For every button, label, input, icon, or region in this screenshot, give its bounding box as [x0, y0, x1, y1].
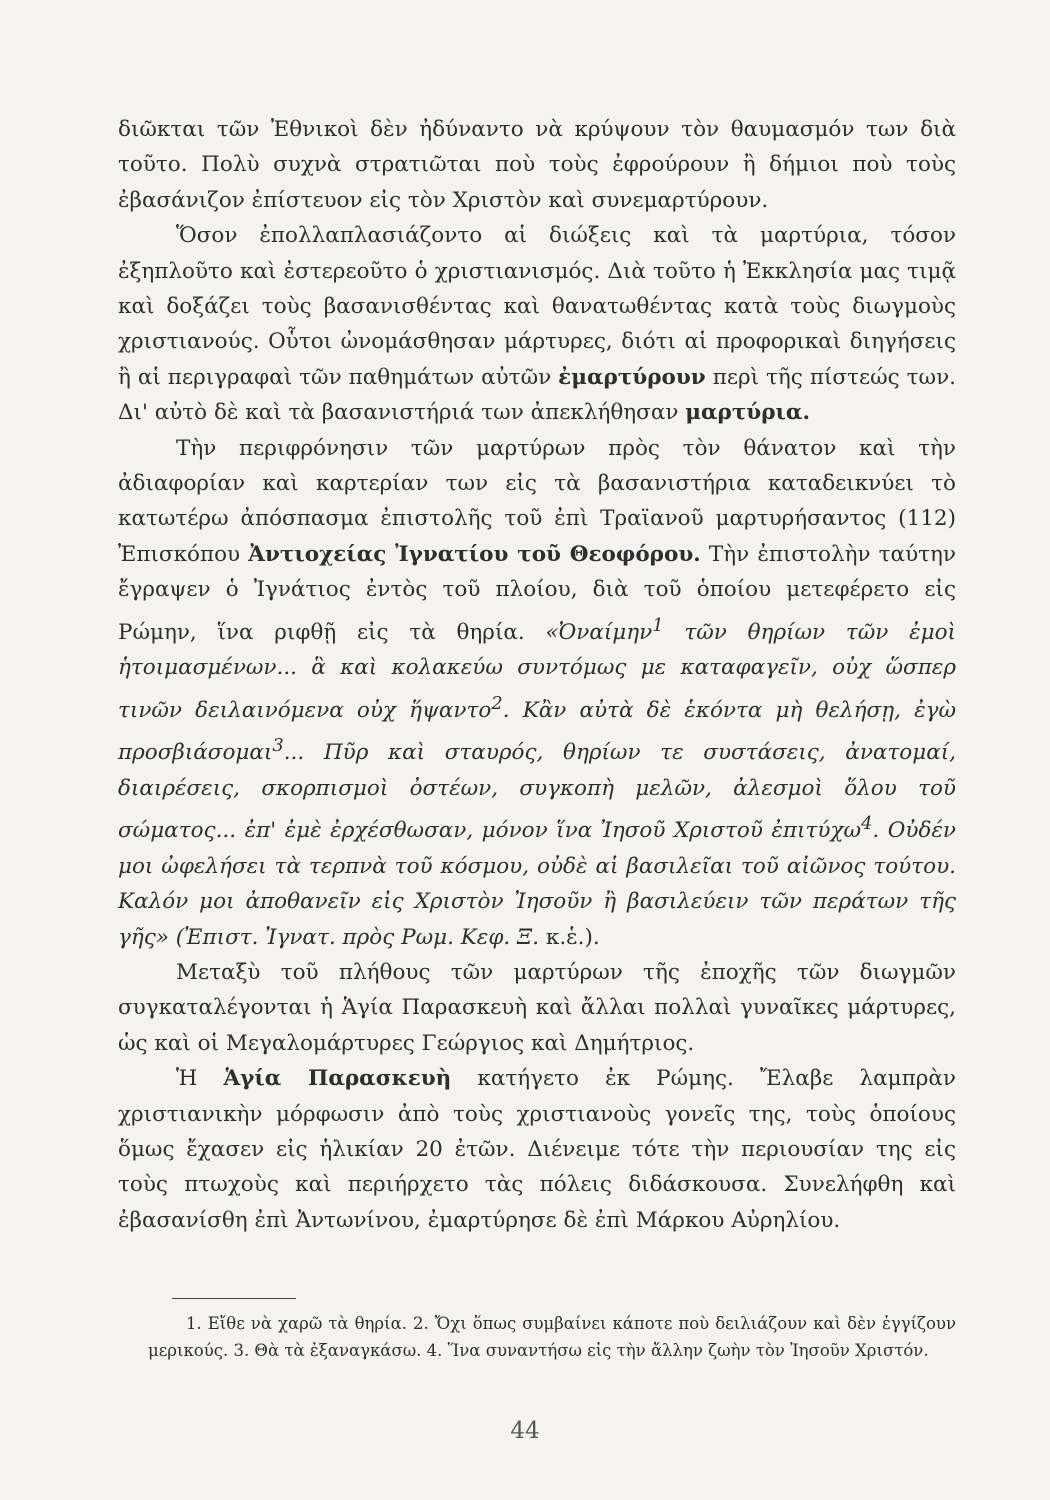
footnotes: [148, 1310, 956, 1364]
bold-name: Ἁγία Παρασκευὴ: [223, 1066, 452, 1092]
paragraph-3: Τὴν περιφρόνησιν τῶν μαρτύρων πρὸς τὸν θάνατον καὶ τὴν ἀδιαφορίαν καὶ καρτερίαν των εἰς τὰ βασανιστήρια καταδεικνύει τὸ κατωτέρω ἀπόσπασμα ἐπιστολῆς τοῦ ἐπὶ Τραϊανοῦ μαρτυρήσαντος (112) Ἐπισκόπου Ἀντιοχείας Ἰγνατίου τοῦ Θεοφόρου. Τὴν ἐπιστολὴν ταύτην ἔγραψεν ὁ Ἰγνάτιος ἐντὸς τοῦ πλοίου, διὰ τοῦ ὁποίου μετεφέρετο εἰς Ρώμην, ἵνα ριφθῇ εἰς τὰ θηρία. «Ὀναίμην$^1$ τῶν θηρίων τῶν ἐμοὶ ἡτοιμασμένων... ἃ καὶ κολακεύω συντόμως με καταφαγεῖν, οὐχ ὥσπερ τινῶν δειλαινόμενα οὐχ ἥψαντο$^2$. Κἂν αὐτὰ δὲ ἑκόντα μὴ θελήσῃ, ἐγὼ προσβιάσομαι$^3$... Πῦρ καὶ σταυρός, θηρίων τε συστάσεις, ἀνατομαί, διαιρέσεις, σκορπισμοὶ ὀστέων, συγκοπὴ μελῶν, ἀλεσμοὶ ὅλου τοῦ σώματος... ἐπ' ἐμὲ ἐρχέσθωσαν, μόνον ἵνα Ἰησοῦ Χριστοῦ ἐπιτύχω$^4$. Οὐδέν μοι ὠφελήσει τὰ τερπνὰ τοῦ κόσμου, οὐδὲ αἱ βασιλεῖαι τοῦ αἰῶνος τούτου. Καλόν μοι ἀποθανεῖν εἰς Χριστὸν Ἰησοῦν ἢ βασιλεύειν τῶν περάτων τῆς γῆς» (Ἐπιστ. Ἰγνατ. πρὸς Ρωμ. Κεφ. Ξ. κ.ἑ.).: [118, 435, 957, 950]
footnote-ref: 1: [652, 614, 664, 636]
paragraph-5: Ἡ Ἁγία Παρασκευὴ κατήγετο ἐκ Ρώμης. Ἔλαβε λαμπρὰν χριστιανικὴν μόρφωσιν ἀπὸ τοὺς χριστιανοὺς γονεῖς της, τοὺς ὁποίους ὅμως ἔχασεν εἰς ἡλικίαν 20 ἐτῶν. Διένειμε τότε τὴν περιουσίαν της εἰς τοὺς πτωχοὺς καὶ περιήρχετο τὰς πόλεις διδάσκουσα. Συνελήφθη καὶ ἐβασανίσθη ἐπὶ Ἀντωνίνου, ἐμαρτύρησε δὲ ἐπὶ Μάρκου Αὐρηλίου.: [118, 1066, 956, 1233]
footnote-ref: 2: [491, 692, 503, 714]
paragraph-4: Μεταξὺ τοῦ πλήθους τῶν μαρτύρων τῆς ἐποχῆς τῶν διωγμῶν συγκαταλέγονται ἡ Ἁγία Παρασκευὴ καὶ ἄλλαι πολλαὶ γυναῖκες μάρτυρες, ὡς καὶ οἱ Μεγαλομάρτυρες Γεώργιος καὶ Δημήτριος.: [118, 959, 956, 1056]
footnote-text: 1. Εἴθε νὰ χαρῶ τὰ θηρία. 2. Ὄχι ὅπως συμβαίνει κάποτε ποὺ δειλιάζουν καὶ δὲν ἐγγίζουν μερικούς. 3. Θὰ τὰ ἐξαναγκάσω. 4. Ἵνα συναντήσω εἰς τὴν ἄλλην ζωὴν τὸν Ἰησοῦν Χριστόν.: [148, 1314, 956, 1360]
paragraph-2: Ὅσον ἐπολλαπλασιάζοντο αἱ διώξεις καὶ τὰ μαρτύρια, τόσον ἐξηπλοῦτο καὶ ἐστερεοῦτο ὁ χριστιανισμός. Διὰ τοῦτο ἡ Ἐκκλησία μας τιμᾷ καὶ δοξάζει τοὺς βασανισθέντας καὶ θανατωθέντας κατὰ τοὺς διωγμοὺς χριστιανούς. Οὗτοι ὠνομάσθησαν μάρτυρες, διότι αἱ προφορικαὶ διηγήσεις ἢ αἱ περιγραφαὶ τῶν παθημάτων αὐτῶν ἐμαρτύρουν περὶ τῆς πίστεώς των. Δι' αὐτὸ δὲ καὶ τὰ βασανιστήριά των ἀπεκλήθησαν μαρτύρια.: [118, 223, 956, 426]
quotation: «Ὀναίμην$^1$ τῶν θηρίων τῶν ἐμοὶ ἡτοιμασμένων... ἃ καὶ κολακεύω συντόμως με καταφαγεῖν, οὐχ ὥσπερ τινῶν δειλαινόμενα οὐχ ἥψαντο$^2$. Κἂν αὐτὰ δὲ ἑκόντα μὴ θελήσῃ, ἐγὼ προσβιάσομαι$^3$... Πῦρ καὶ σταυρός, θηρίων τε συστάσεις, ἀνατομαί, διαιρέσεις, σκορπισμοὶ ὀστέων, συγκοπὴ μελῶν, ἀλεσμοὶ ὅλου τοῦ σώματος... ἐπ' ἐμὲ ἐρχέσθωσαν, μόνον ἵνα Ἰησοῦ Χριστοῦ ἐπιτύχω$^4$. Οὐδέν μοι ὠφελήσει τὰ τερπνὰ τοῦ κόσμου, οὐδὲ αἱ βασιλεῖαι τοῦ αἰῶνος τούτου. Καλόν μοι ἀποθανεῖν εἰς Χριστὸν Ἰησοῦν ἢ βασιλεύειν τῶν περάτων τῆς γῆς» (Ἐπιστ. Ἰγνατ. πρὸς Ρωμ. Κεφ. Ξ.: [118, 614, 957, 950]
bold-term: μαρτύρια.: [685, 400, 810, 426]
footnote-divider: [172, 1298, 296, 1299]
bold-term: ἐμαρτύρουν: [558, 364, 706, 390]
footnote-ref: 4: [861, 813, 873, 835]
paragraph-1: διῶκται τῶν Ἐθνικοὶ δὲν ἠδύναντο νὰ κρύψουν τὸν θαυμασμόν των διὰ τοῦτο. Πολὺ συχνὰ στρατιῶται ποὺ τοὺς ἐφρούρουν ἢ δήμιοι ποὺ τοὺς ἐβασάνιζον ἐπίστευον εἰς τὸν Χριστὸν καὶ συνεμαρτύρουν.: [118, 117, 956, 213]
main-text: [118, 112, 956, 1238]
citation-end: κ.ἑ.).: [545, 924, 600, 950]
bold-name: Ἀντιοχείας Ἰγνατίου τοῦ Θεοφόρου.: [248, 541, 701, 567]
footnote-ref: 3: [272, 735, 284, 757]
page-number: 44: [510, 1418, 540, 1444]
